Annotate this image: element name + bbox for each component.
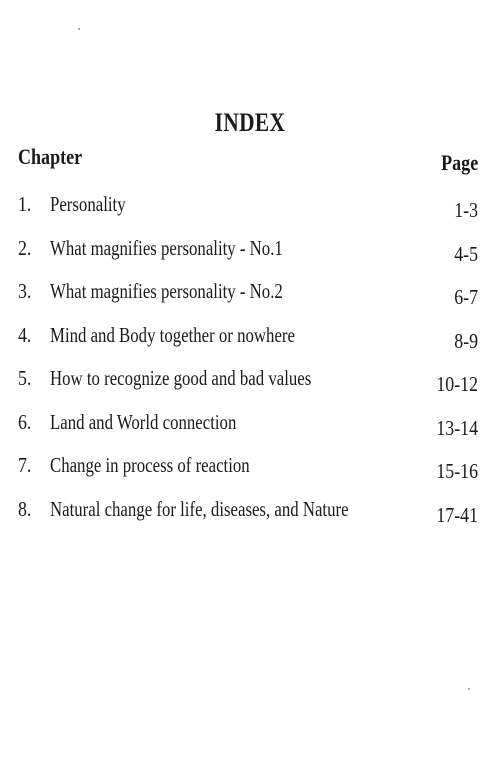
entry-title: Mind and Body together or nowhere [50, 322, 295, 347]
entry-page-range: 4-5 [454, 241, 478, 266]
entry-title: Change in process of reaction [50, 453, 250, 477]
entry-number: 5. [18, 366, 32, 390]
entry-title: What magnifies personality - No.1 [50, 235, 283, 260]
index-entry [18, 192, 478, 236]
entry-number: 1. [18, 192, 32, 216]
entry-page-range: 17-41 [436, 502, 478, 527]
entry-number: 8. [18, 496, 32, 521]
scan-speck [468, 688, 470, 690]
index-entry [18, 453, 478, 497]
entry-title: How to recognize good and bad values [50, 366, 312, 390]
entry-page-range: 1-3 [454, 198, 478, 222]
entry-title: Natural change for life, diseases, and Nature [50, 496, 349, 521]
page-title: INDEX [214, 108, 286, 137]
page-column-header: Page [440, 150, 478, 175]
index-entry [18, 497, 478, 541]
column-headers [18, 144, 478, 174]
chapter-column-header: Chapter [18, 144, 83, 169]
entry-page-range: 8-9 [454, 328, 478, 353]
index-entry [18, 236, 478, 280]
index-entry [18, 410, 478, 454]
entry-title: What magnifies personality - No.2 [50, 279, 283, 303]
entry-title: Personality [50, 192, 126, 216]
entry-page-range: 15-16 [436, 459, 478, 483]
entry-number: 7. [18, 453, 32, 477]
entry-number: 2. [18, 235, 32, 260]
index-entry [18, 279, 478, 323]
scan-speck [78, 28, 80, 30]
index-entry [18, 366, 478, 410]
entry-page-range: 10-12 [436, 372, 478, 396]
index-entries [18, 192, 478, 540]
entry-page-range: 6-7 [454, 285, 478, 309]
entry-number: 3. [18, 279, 32, 303]
index-entry [18, 323, 478, 367]
entry-page-range: 13-14 [436, 415, 478, 440]
entry-number: 4. [18, 322, 32, 347]
entry-title: Land and World connection [50, 409, 237, 434]
entry-number: 6. [18, 409, 32, 434]
